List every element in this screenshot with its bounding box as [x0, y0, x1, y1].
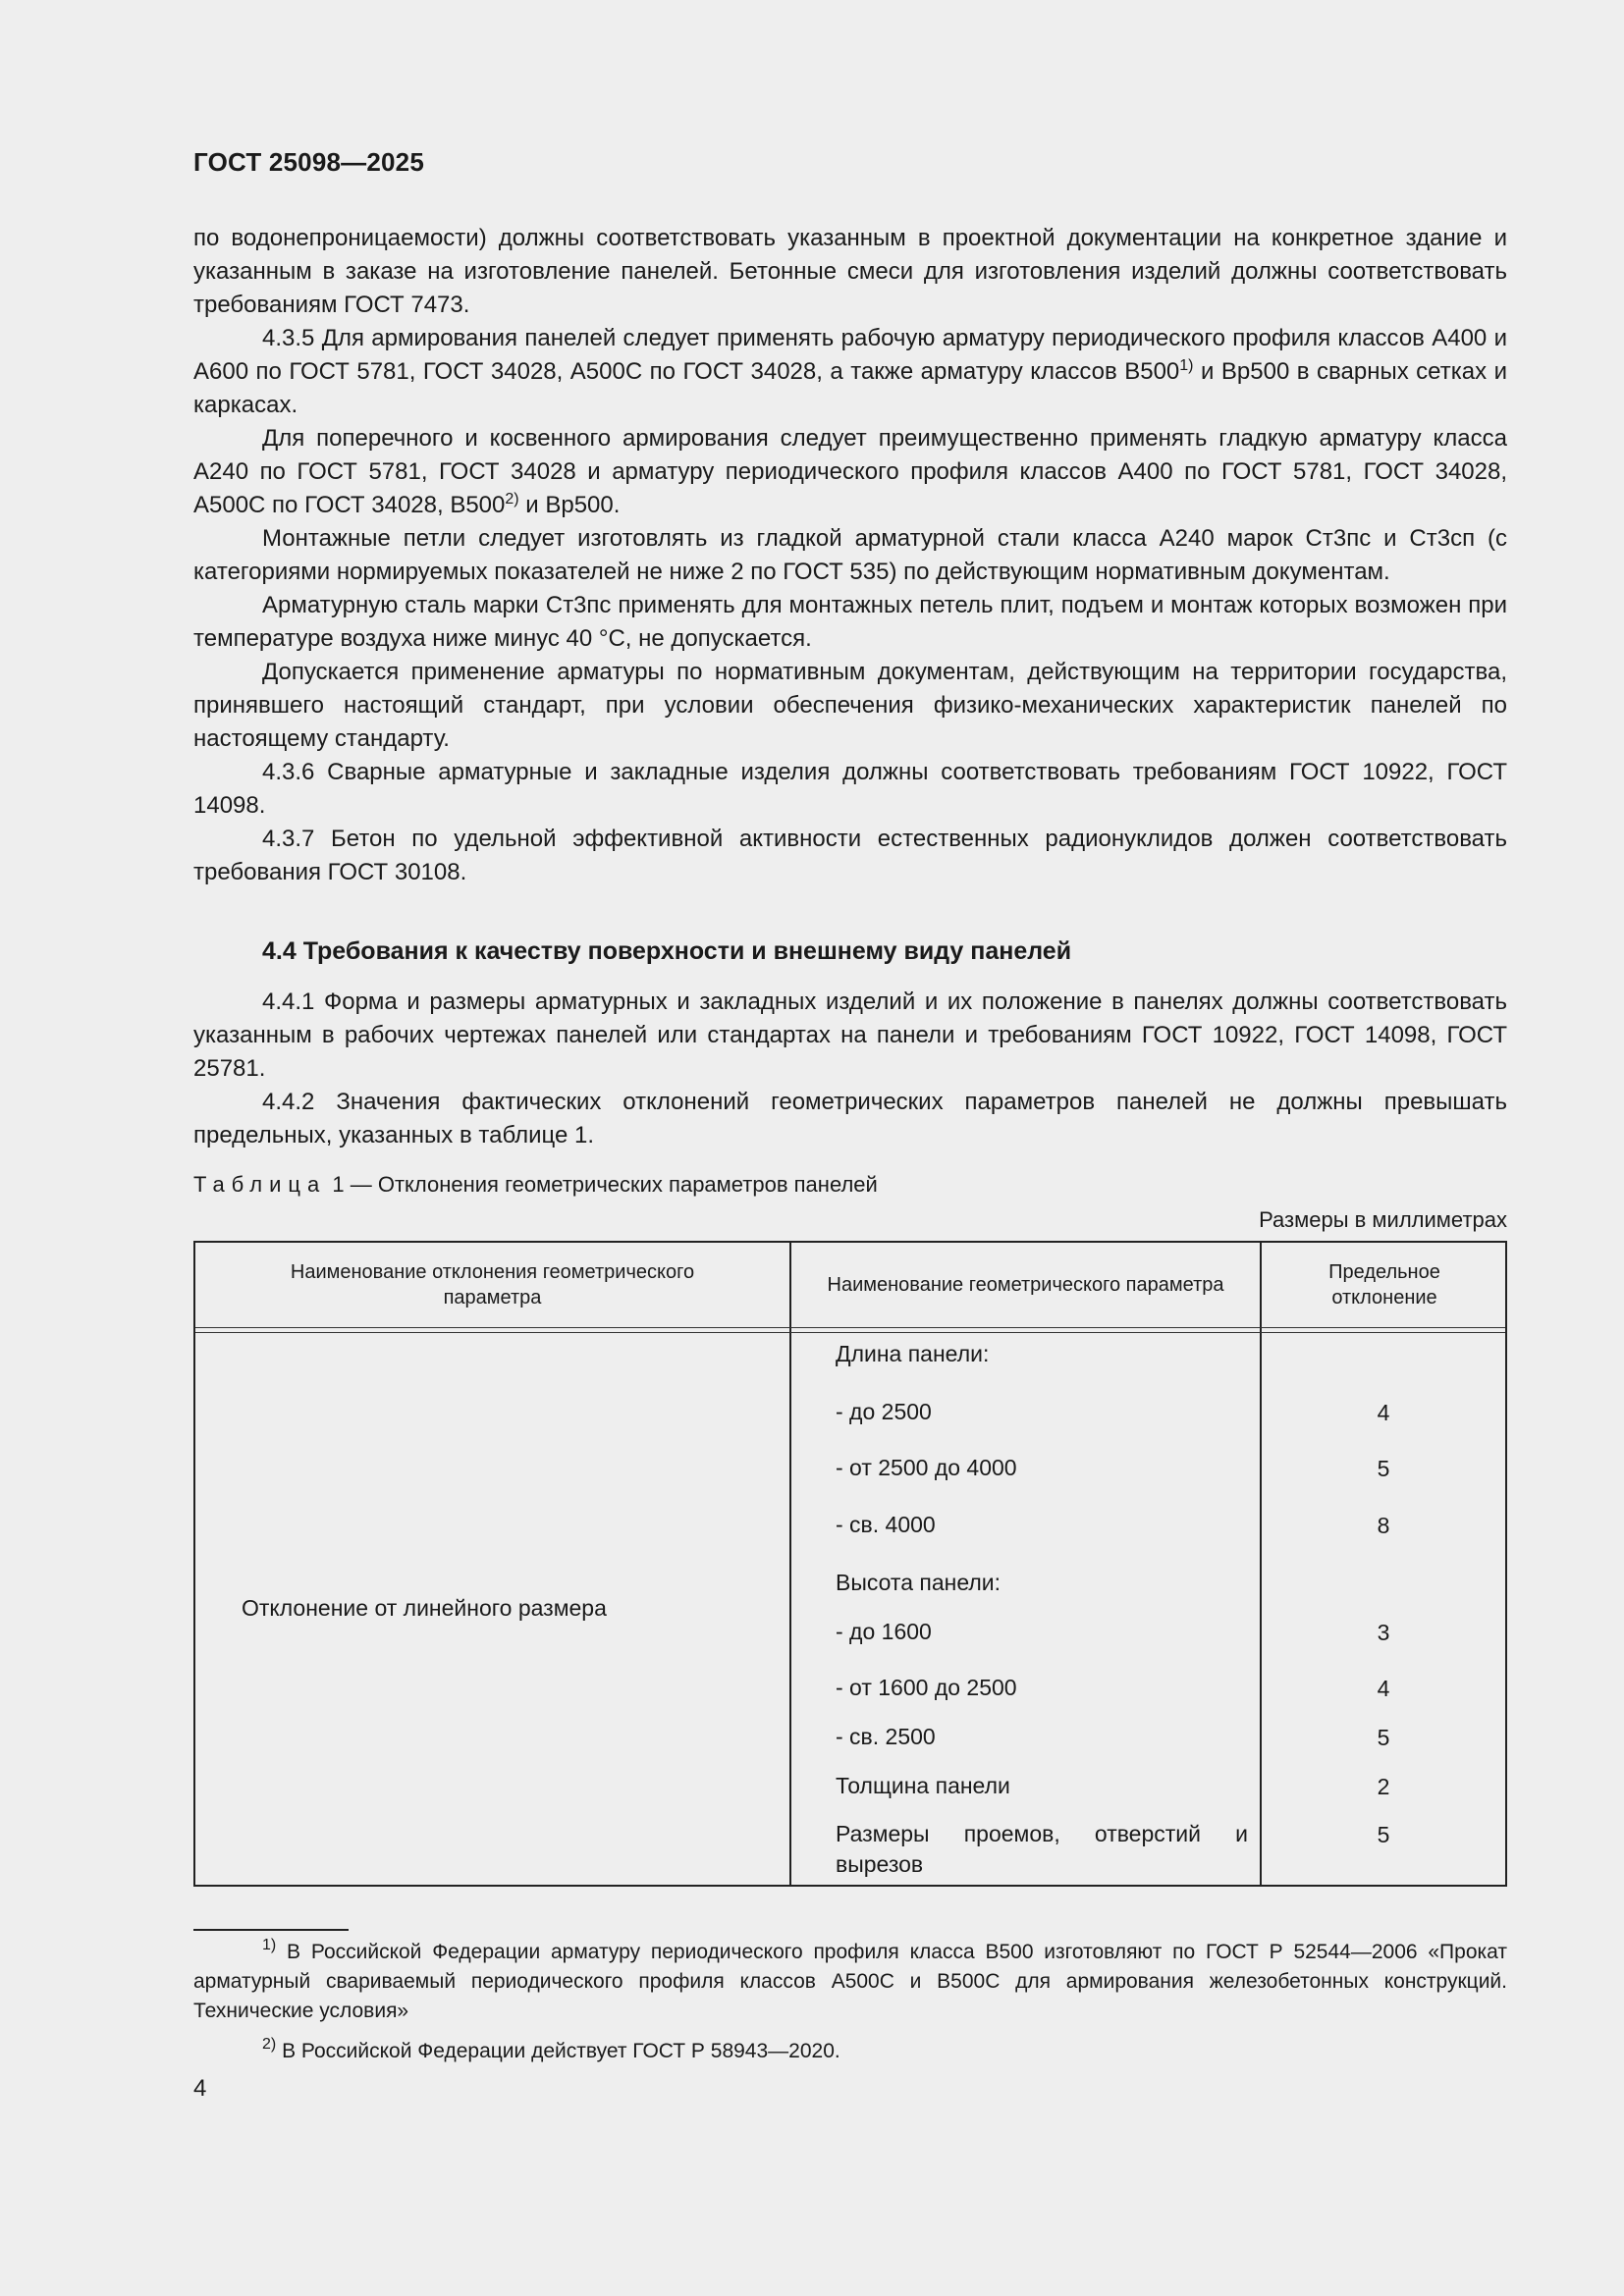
- paragraph-text: 4.3.5 Для армирования панелей следует применять рабочую арматуру периодического профиля классов А400 и А600 по ГОСТ 5781, ГОСТ 34028, А500С по ГОСТ 34028, а также арматуру классов В500: [193, 325, 1507, 385]
- table-cell-value: 5: [1377, 1822, 1390, 1847]
- table-cell-param: - от 1600 до 2500: [836, 1675, 1017, 1700]
- paragraph: Монтажные петли следует изготовлять из гладкой арматурной стали класса А240 марок Ст3пс и Ст3сп (с категориями нормируемых показателей не ниже 2 по ГОСТ 535) по действующим нормативным документам.: [193, 525, 1507, 585]
- table-column-divider: [1260, 1243, 1262, 1885]
- table-cell-value: 2: [1377, 1774, 1390, 1799]
- table-caption-word: Таблица: [193, 1172, 327, 1197]
- table-cell-param: Высота панели:: [836, 1570, 1001, 1595]
- table-caption-title: 1 — Отклонения геометрических параметров панелей: [332, 1172, 878, 1197]
- footnote-1: [193, 1938, 1507, 2026]
- section-heading: 4.4 Требования к качеству поверхности и внешнему виду панелей: [262, 937, 1072, 965]
- table-cell-deviation-name: Отклонение от линейного размера: [242, 1595, 607, 1621]
- table-cell-param: - от 2500 до 4000: [836, 1455, 1017, 1480]
- table-caption: [193, 1172, 878, 1198]
- table-header-cell: Наименование геометрического параметра: [827, 1274, 1224, 1296]
- paragraph-4-3-5: [193, 322, 1507, 422]
- footnote-text: В Российской Федерации действует ГОСТ Р 58943—2020.: [276, 2040, 840, 2062]
- paragraph: Арматурную сталь марки Ст3пс применять для монтажных петель плит, подъем и монтаж которых возможен при температуре воздуха ниже минус 40 °С, не допускается.: [193, 592, 1507, 652]
- paragraph-4-3-7: 4.3.7 Бетон по удельной эффективной активности естественных радионуклидов должен соответствовать требования ГОСТ 30108.: [193, 826, 1507, 885]
- footnote-separator: [193, 1929, 349, 1931]
- table-header-divider: [195, 1332, 1505, 1333]
- table-cell-param: - до 2500: [836, 1399, 932, 1424]
- paragraph-text: Для поперечного и косвенного армирования следует преимущественно применять гладкую арматуру класса А240 по ГОСТ 5781, ГОСТ 34028 и арматуру периодического профиля классов А400 по ГОСТ 5781, ГОСТ 34028, А500С по ГОСТ 34028, В500: [193, 425, 1507, 518]
- table-cell-value: 5: [1377, 1725, 1390, 1750]
- table-header-cell: Наименование отклонения геометрического параметра: [290, 1261, 695, 1308]
- table-header-divider: [195, 1327, 1505, 1328]
- table-units-note: Размеры в миллиметрах: [1259, 1207, 1507, 1232]
- table-cell-value: 8: [1377, 1513, 1390, 1538]
- paragraph-text: и Вр500 в сварных сетках и каркасах.: [193, 358, 1507, 418]
- table-cell-value: 4: [1377, 1400, 1390, 1425]
- footnote-mark: 2): [262, 2036, 277, 2053]
- page-number: 4: [193, 2075, 207, 2102]
- footnote-ref: 2): [505, 491, 519, 507]
- table-cell-param: - св. 2500: [836, 1724, 936, 1749]
- paragraph-4-3-6: 4.3.6 Сварные арматурные и закладные изделия должны соответствовать требованиям ГОСТ 10922, ГОСТ 14098.: [193, 759, 1507, 819]
- footnote-2: [193, 2037, 1507, 2066]
- paragraph: по водонепроницаемости) должны соответствовать указанным в проектной документации на конкретное здание и указанным в заказе на изготовление панелей. Бетонные смеси для изготовления изделий должны соответствовать требованиям ГОСТ 7473.: [193, 225, 1507, 318]
- table-cell-param: - св. 4000: [836, 1512, 936, 1537]
- paragraph: [193, 422, 1507, 522]
- footnote-text: В Российской Федерации арматуру периодического профиля класса В500 изготовляют по ГОСТ Р 52544—2006 «Прокат арматурный свариваемый периодического профиля классов А500С и В500С для армирования железобетонных конструкций. Технические условия»: [193, 1941, 1507, 2022]
- table-cell-param: Толщина панели: [836, 1773, 1010, 1798]
- table-cell-value: 5: [1377, 1456, 1390, 1481]
- table-header-cell: Предельное отклонение: [1328, 1261, 1440, 1308]
- paragraph-4-4-2: 4.4.2 Значения фактических отклонений геометрических параметров панелей не должны превышать предельных, указанных в таблице 1.: [193, 1089, 1507, 1148]
- table-column-divider: [789, 1243, 791, 1885]
- paragraph-text: и Вр500.: [518, 492, 621, 518]
- body-text-block: [193, 222, 1507, 889]
- table-cell-param: - до 1600: [836, 1619, 932, 1644]
- table-cell-value: 3: [1377, 1620, 1390, 1645]
- deviations-table: [193, 1241, 1507, 1887]
- paragraph-4-4-1: 4.4.1 Форма и размеры арматурных и закладных изделий и их положение в панелях должны соответствовать указанным в рабочих чертежах панелей или стандартах на панели и требованиям ГОСТ 10922, ГОСТ 14098, ГОСТ 25781.: [193, 988, 1507, 1082]
- table-cell-value: 4: [1377, 1676, 1390, 1701]
- paragraph: Допускается применение арматуры по нормативным документам, действующим на территории государства, принявшего настоящий стандарт, при условии обеспечения физико-механических характеристик панелей по настоящему стандарту.: [193, 659, 1507, 752]
- footnotes: [193, 1938, 1507, 2066]
- section-text-block: [193, 986, 1507, 1152]
- footnote-ref: 1): [1179, 357, 1194, 374]
- table-cell-param: Длина панели:: [836, 1341, 990, 1366]
- footnote-mark: 1): [262, 1937, 277, 1953]
- document-header: ГОСТ 25098—2025: [193, 147, 424, 177]
- table-cell-param: Размеры проемов, отверстий и вырезов: [836, 1821, 1248, 1877]
